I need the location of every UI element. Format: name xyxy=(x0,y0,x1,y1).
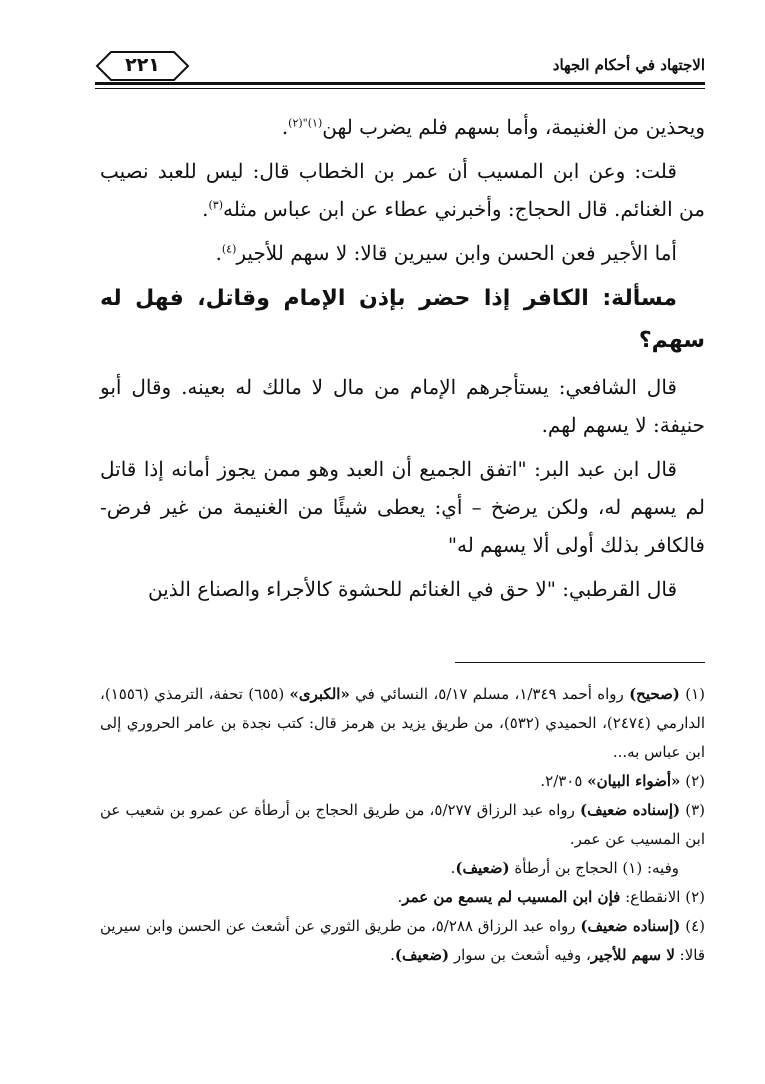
header-rule-thick xyxy=(95,82,705,85)
paragraph-4: قال الشافعي: يستأجرهم الإمام من مال لا مالك له بعينه. وقال أبو حنيفة: لا يسهم لهم. xyxy=(100,375,705,437)
main-text xyxy=(100,108,705,614)
footnote-separator xyxy=(455,662,705,663)
paragraph-2: قلت: وعن ابن المسيب أن عمر بن الخطاب قال: ليس للعبد نصيب من الغنائم. قال الحجاج: وأخبرني عطاء عن ابن عباس مثله$^{(٣)}$. xyxy=(100,159,705,221)
footnote-3: (٣) (إسناده ضعيف) رواه عبد الرزاق ٥/٢٧٧، من طريق الحجاج بن أرطأة عن عمرو بن شعيب عن ابن المسيب عن عمر. xyxy=(100,801,705,848)
footnote-3-note-1: وفيه: (١) الحجاج بن أرطأة (ضعيف). xyxy=(450,859,679,877)
section-heading: مسألة: الكافر إذا حضر بإذن الإمام وقاتل، فهل له سهم؟ xyxy=(100,286,705,353)
footnote-1: (١) (صحيح) رواه أحمد ١/٣٤٩، مسلم ٥/١٧، النسائي في «الكبرى» (٦٥٥) تحفة، الترمذي (١٥٥٦)، الدارمي (٢٤٧٤)، الحميدي (٥٣٢)، من طريق يزيد بن هرمز قال: كتب نجدة بن عامر الحروري إلى ابن عباس به... xyxy=(100,685,706,761)
page-header xyxy=(95,40,705,90)
paragraph-3: أما الأجير فعن الحسن وابن سيرين قالا: لا سهم للأجير$^{(٤)}$. xyxy=(215,241,677,265)
paragraph-1: ويحذين من الغنيمة، وأما بسهم فلم يضرب لهن$^{(١)"(٢)}$. xyxy=(281,115,705,139)
running-title: الاجتهاد في أحكام الجهاد xyxy=(552,56,705,74)
page-number: ٢٢١ xyxy=(125,54,160,76)
paragraph-5: قال ابن عبد البر: "اتفق الجميع أن العبد وهو ممن يجوز أمانه إذا قاتل لم يسهم له، ولكن يرضخ – أي: يعطى شيئًا من الغنيمة من غير فرض- فالكافر بذلك أولى ألا يسهم له" xyxy=(100,457,705,557)
footnotes xyxy=(100,680,705,970)
footnote-2: (٢) «أضواء البيان» ٢/٣٠٥. xyxy=(540,772,705,790)
footnote-3-note-2: (٢) الانقطاع: فإن ابن المسيب لم يسمع من عمر. xyxy=(397,888,705,906)
header-rule-thin xyxy=(95,88,705,89)
paragraph-6: قال القرطبي: "لا حق في الغنائم للحشوة كالأجراء والصناع الذين xyxy=(147,577,677,601)
page-number-badge xyxy=(95,50,190,80)
footnote-4: (٤) (إسناده ضعيف) رواه عبد الرزاق ٥/٢٨٨، من طريق الثوري عن أشعث عن الحسن وابن سيرين قالا: لا سهم للأجير، وفيه أشعث بن سوار (ضعيف). xyxy=(100,917,705,964)
footnote-ref-3: (٣) xyxy=(208,198,223,212)
footnote-ref-4: (٤) xyxy=(221,242,237,256)
footnote-ref-1-2: (١)"(٢) xyxy=(288,116,323,130)
